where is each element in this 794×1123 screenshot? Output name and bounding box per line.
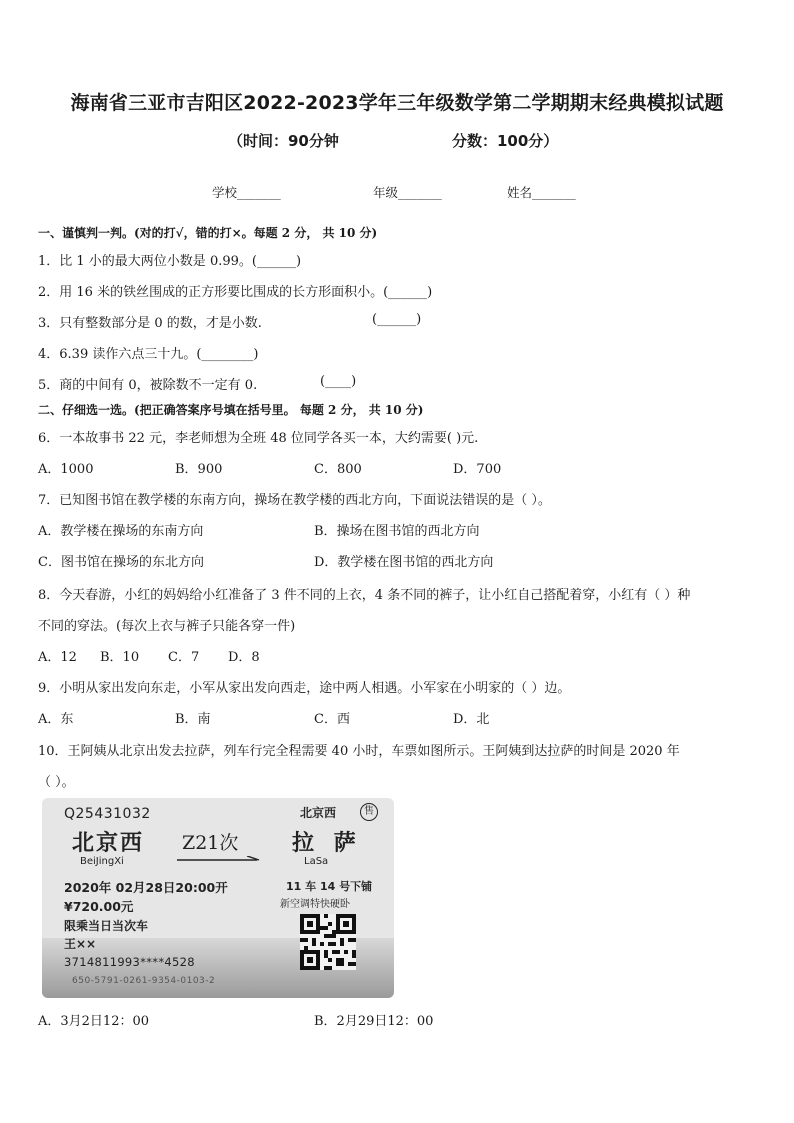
q10-option-b: B．2月29日12：00 [314,1014,434,1029]
ticket-station-tag: 北京西 [300,806,337,820]
q7-option-d: D．教学楼在图书馆的西北方向 [314,555,494,570]
q9-option-c: C．西 [314,712,350,727]
q6-option-d: D．700 [453,462,502,477]
question-6: 6．一本故事书 22 元，李老师想为全班 48 位同学各买一本，大约需要( )元. [38,431,479,446]
question-7: 7．已知图书馆在教学楼的东南方向，操场在教学楼的西北方向，下面说法错误的是（ ）。 [38,493,551,508]
q6-option-c: C．800 [314,462,362,477]
q10-option-a: A．3月2日12：00 [38,1014,150,1029]
question-4: 4．6.39 读作六点三十九。(________) [38,347,259,362]
q7-option-a: A．教学楼在操场的东南方向 [38,524,204,539]
ticket-serial: Q25431032 [64,806,151,822]
ticket-id-number: 3714811993****4528 [64,955,195,969]
qr-code-icon [300,914,356,970]
ticket-from-station: 北京西 [72,831,145,856]
q6-option-a: A．1000 [38,462,94,477]
q8-option-c: C．7 [168,650,200,665]
question-9: 9．小明从家出发向东走，小军从家出发向西走，途中两人相遇。小军家在小明家的（ ）边。 [38,681,571,696]
q9-option-a: A．东 [38,712,74,727]
q8-option-b: B．10 [100,650,140,665]
ticket-sell-badge: 售 [360,803,378,821]
q6-option-b: B．900 [175,462,223,477]
q9-option-b: B．南 [175,712,211,727]
ticket-train-number: Z21次 [182,832,239,854]
section2-heading: 二、仔细选一选。(把正确答案序号填在括号里。 每题 2 分， 共 10 分) [38,403,424,417]
question-10-line1: 10．王阿姨从北京出发去拉萨，列车行完全程需要 40 小时，车票如图所示。王阿姨到达拉萨的时间是 2020 年 [38,744,680,759]
school-field: 学校_______ [212,185,281,200]
train-ticket-image [42,798,394,998]
exam-time: （时间：90分钟 [228,132,339,150]
question-1: 1．比 1 小的最大两位小数是 0.99。(______) [38,254,302,269]
question-5-blank: (____) [320,374,357,389]
question-3: 3．只有整数部分是 0 的数，才是小数. [38,316,262,331]
name-field: 姓名_______ [507,185,576,200]
ticket-note: 限乘当日当次车 [64,919,149,933]
ticket-passenger: 王×× [64,937,97,951]
q8-option-d: D．8 [228,650,260,665]
question-8-line1: 8．今天春游，小红的妈妈给小红准备了 3 件不同的上衣，4 条不同的裤子，让小红自己搭配着穿，小红有（ ）种 [38,588,691,603]
question-5: 5．商的中间有 0，被除数不一定有 0. [38,378,258,393]
ticket-to-pinyin: LaSa [304,856,329,867]
q9-option-d: D．北 [453,712,490,727]
q8-option-a: A．12 [38,650,77,665]
question-2: 2．用 16 米的铁丝围成的正方形要比围成的长方形面积小。(______) [38,285,433,300]
ticket-direction-arrow-icon [177,856,261,862]
exam-title: 海南省三亚市吉阳区2022-2023学年三年级数学第二学期期末经典模拟试题 [70,92,724,114]
ticket-to-station: 拉 萨 [292,831,362,856]
ticket-datetime: 2020年 02月28日20:00开 [64,880,228,895]
question-10-line2: （ ）。 [38,775,75,790]
ticket-seat: 11 车 14 号下铺 [286,880,373,893]
exam-score: 分数：100分） [452,132,559,150]
ticket-code-line: 650-5791-0261-9354-0103-2 [72,976,216,986]
question-3-blank: (______) [372,312,422,327]
ticket-price: ¥720.00元 [64,899,134,914]
q7-option-b: B．操场在图书馆的西北方向 [314,524,480,539]
q7-option-c: C．图书馆在操场的东北方向 [38,555,204,570]
ticket-from-pinyin: BeiJingXi [80,856,124,867]
ticket-seat-type: 新空调特快硬卧 [280,899,350,910]
grade-field: 年级_______ [373,185,442,200]
question-8-line2: 不同的穿法。(每次上衣与裤子只能各穿一件) [38,619,296,634]
section1-heading: 一、谨慎判一判。(对的打√，错的打×。每题 2 分， 共 10 分) [38,226,378,240]
